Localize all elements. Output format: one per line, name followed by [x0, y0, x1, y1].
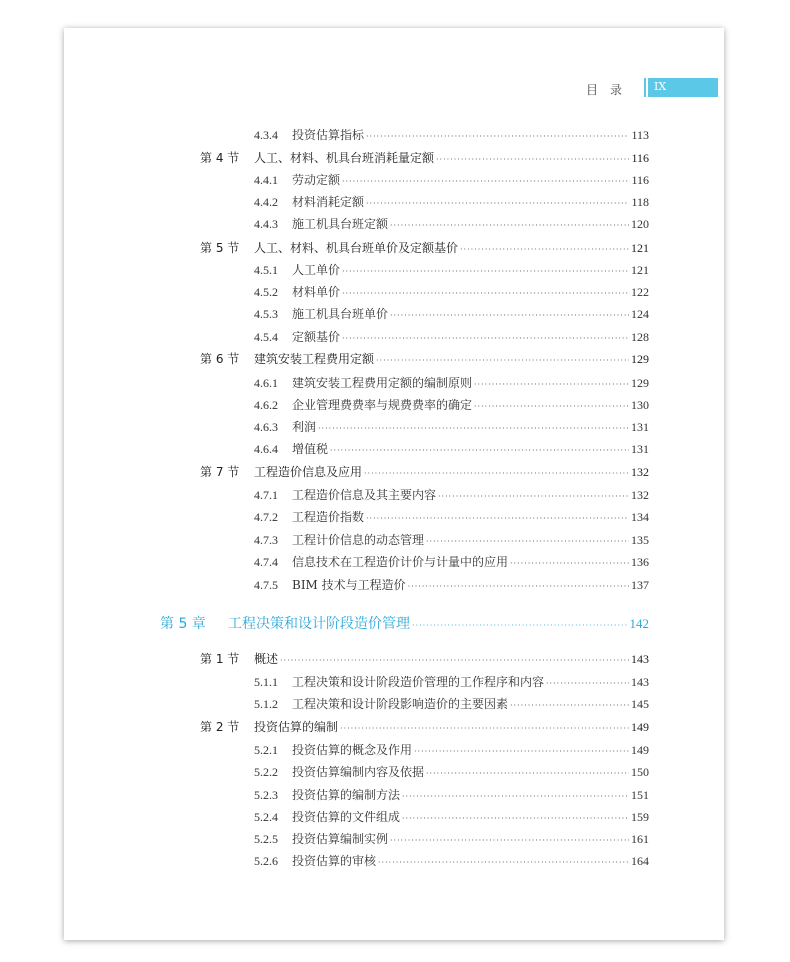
toc-entry-page: 149: [631, 720, 649, 734]
toc-entry-page: 113: [631, 128, 649, 142]
running-header-label: 目 录: [586, 83, 623, 97]
toc-entry-title: 信息技术在工程造价计价与计量中的应用: [292, 555, 509, 569]
toc-entry-page: 124: [631, 307, 649, 321]
toc-entry-number: 5.2.6: [254, 854, 278, 868]
toc-entry-number: 第 5 章: [160, 616, 206, 632]
dot-leader: [436, 155, 629, 164]
toc-section-entry[interactable]: [200, 350, 649, 370]
toc-subsection-entry[interactable]: [254, 486, 649, 506]
dot-leader: [510, 701, 629, 710]
dot-leader: [426, 769, 629, 778]
toc-entry-page: 161: [631, 832, 649, 846]
toc-subsection-entry[interactable]: [254, 283, 649, 303]
page-number: IX: [654, 80, 667, 93]
toc-entry-title: 工程决策和设计阶段影响造价的主要因素: [292, 697, 509, 711]
dot-leader: [546, 679, 629, 688]
toc-subsection-entry[interactable]: [254, 576, 649, 596]
toc-subsection-entry[interactable]: [254, 440, 649, 460]
toc-entry-page: 137: [631, 578, 649, 592]
toc-entry-title: 劳动定额: [292, 173, 341, 187]
toc-entry-number: 第 6 节: [200, 352, 240, 366]
toc-entry-page: 118: [631, 195, 649, 209]
dot-leader: [412, 621, 628, 630]
toc-entry-page: 151: [631, 788, 649, 802]
toc-entry-title: 人工单价: [292, 263, 341, 277]
toc-entry-title: 投资估算的编制: [254, 720, 339, 734]
toc-entry-title: 施工机具台班单价: [292, 307, 389, 321]
toc-entry-page: 130: [631, 398, 649, 412]
toc-entry-number: 4.6.3: [254, 420, 278, 434]
dot-leader: [342, 289, 629, 298]
toc-subsection-entry[interactable]: [254, 171, 649, 191]
toc-subsection-entry[interactable]: [254, 695, 649, 715]
dot-leader: [364, 469, 629, 478]
toc-entry-number: 4.7.2: [254, 510, 278, 524]
toc-subsection-entry[interactable]: [254, 328, 649, 348]
dot-leader: [510, 559, 629, 568]
toc-entry-number: 4.6.2: [254, 398, 278, 412]
toc-entry-page: 142: [629, 616, 649, 631]
toc-section-entry[interactable]: [200, 650, 649, 670]
toc-entry-title: 投资估算的审核: [292, 854, 377, 868]
toc-entry-page: 120: [631, 217, 649, 231]
toc-entry-title: 增值税: [292, 442, 329, 456]
toc-entry-page: 121: [631, 263, 649, 277]
toc-entry-number: 第 2 节: [200, 720, 240, 734]
toc-entry-number: 5.2.1: [254, 743, 278, 757]
dot-leader: [366, 514, 629, 523]
toc-entry-page: 131: [631, 420, 649, 434]
toc-entry-page: 116: [631, 173, 649, 187]
toc-entry-number: 4.5.4: [254, 330, 278, 344]
toc-entry-number: 4.7.5: [254, 578, 278, 592]
toc-entry-page: 128: [631, 330, 649, 344]
toc-entry-number: 5.2.4: [254, 810, 278, 824]
toc-entry-number: 4.4.2: [254, 195, 278, 209]
toc-entry-title: 定额基价: [292, 330, 341, 344]
toc-entry-title: 投资估算编制实例: [292, 832, 389, 846]
toc-subsection-entry[interactable]: [254, 852, 649, 872]
dot-leader: [330, 446, 629, 455]
toc-entry-number: 第 5 节: [200, 241, 240, 255]
dot-leader: [280, 656, 629, 665]
dot-leader: [318, 424, 629, 433]
toc-entry-page: 116: [631, 151, 649, 165]
toc-entry-number: 4.6.4: [254, 442, 278, 456]
toc-subsection-entry[interactable]: [254, 508, 649, 528]
toc-entry-page: 150: [631, 765, 649, 779]
dot-leader: [390, 836, 629, 845]
toc-entry-page: 122: [631, 285, 649, 299]
toc-entry-title: 工程造价信息及其主要内容: [292, 488, 437, 502]
toc-entry-title: 企业管理费费率与规费费率的确定: [292, 398, 473, 412]
toc-subsection-entry[interactable]: [254, 830, 649, 850]
dot-leader: [342, 334, 629, 343]
toc-entry-page: 121: [631, 241, 649, 255]
dot-leader: [438, 492, 629, 501]
toc-entry-title: 建筑安装工程费用定额的编制原则: [292, 376, 473, 390]
dot-leader: [402, 814, 629, 823]
toc-entry-title: 投资估算的文件组成: [292, 810, 401, 824]
toc-entry-title: 投资估算的概念及作用: [292, 743, 413, 757]
toc-entry-page: 131: [631, 442, 649, 456]
toc-entry-title: 施工机具台班定额: [292, 217, 389, 231]
toc-entry-number: 4.6.1: [254, 376, 278, 390]
toc-subsection-entry[interactable]: [254, 374, 649, 394]
toc-section-entry[interactable]: [200, 239, 649, 259]
toc-entry-number: 4.5.1: [254, 263, 278, 277]
toc-entry-page: 145: [631, 697, 649, 711]
toc-subsection-entry[interactable]: [254, 418, 649, 438]
toc-entry-page: 164: [631, 854, 649, 868]
toc-entry-number: 第 7 节: [200, 465, 240, 479]
toc-subsection-entry[interactable]: [254, 261, 649, 281]
toc-entry-number: 4.7.4: [254, 555, 278, 569]
dot-leader: [340, 724, 629, 733]
toc-entry-title: 工程造价指数: [292, 510, 365, 524]
dot-leader: [390, 221, 629, 230]
dot-leader: [376, 356, 629, 365]
toc-entry-number: 4.5.2: [254, 285, 278, 299]
toc-subsection-entry[interactable]: [254, 808, 649, 828]
toc-entry-title: 工程决策和设计阶段造价管理: [228, 616, 410, 632]
toc-subsection-entry[interactable]: [254, 305, 649, 325]
toc-entry-page: 143: [631, 675, 649, 689]
toc-entry-number: 5.1.1: [254, 675, 278, 689]
toc-entry-number: 4.5.3: [254, 307, 278, 321]
toc-entry-title: BIM 技术与工程造价: [292, 578, 406, 592]
toc-entry-number: 4.3.4: [254, 128, 278, 142]
toc-entry-number: 4.7.1: [254, 488, 278, 502]
dot-leader: [366, 199, 629, 208]
toc-entry-number: 5.2.5: [254, 832, 278, 846]
toc-entry-number: 5.2.2: [254, 765, 278, 779]
toc-entry-title: 投资估算编制内容及依据: [292, 765, 425, 779]
page-number-tab: [644, 78, 718, 97]
toc-entry-title: 材料消耗定额: [292, 195, 365, 209]
toc-subsection-entry[interactable]: [254, 531, 649, 551]
toc-entry-title: 工程造价信息及应用: [254, 465, 363, 479]
toc-entry-page: 134: [631, 510, 649, 524]
toc-entry-number: 4.4.1: [254, 173, 278, 187]
toc-subsection-entry[interactable]: [254, 193, 649, 213]
toc-entry-page: 132: [631, 465, 649, 479]
dot-leader: [402, 792, 629, 801]
toc-subsection-entry[interactable]: [254, 673, 649, 693]
dot-leader: [474, 402, 629, 411]
toc-entry-number: 4.4.3: [254, 217, 278, 231]
toc-entry-title: 投资估算指标: [292, 128, 365, 142]
dot-leader: [366, 132, 629, 141]
toc-subsection-entry[interactable]: [254, 215, 649, 235]
toc-entry-page: 159: [631, 810, 649, 824]
toc-entry-page: 135: [631, 533, 649, 547]
toc-entry-page: 129: [631, 352, 649, 366]
toc-subsection-entry[interactable]: [254, 741, 649, 761]
toc-entry-page: 143: [631, 652, 649, 666]
tab-divider: [646, 78, 648, 97]
toc-entry-title: 人工、材料、机具台班消耗量定额: [254, 151, 435, 165]
toc-subsection-entry[interactable]: [254, 763, 649, 783]
toc-entry-page: 129: [631, 376, 649, 390]
toc-entry-number: 5.1.2: [254, 697, 278, 711]
toc-entry-title: 工程计价信息的动态管理: [292, 533, 425, 547]
toc-subsection-entry[interactable]: [254, 126, 649, 146]
dot-leader: [390, 311, 629, 320]
toc-subsection-entry[interactable]: [254, 786, 649, 806]
toc-section-entry[interactable]: [200, 718, 649, 738]
toc-entry-title: 概述: [254, 652, 279, 666]
toc-entry-page: 132: [631, 488, 649, 502]
toc-entry-number: 第 4 节: [200, 151, 240, 165]
dot-leader: [426, 537, 629, 546]
toc-entry-title: 人工、材料、机具台班单价及定额基价: [254, 241, 459, 255]
toc-entry-title: 建筑安装工程费用定额: [254, 352, 375, 366]
dot-leader: [408, 582, 629, 591]
toc-entry-page: 136: [631, 555, 649, 569]
toc-entry-title: 工程决策和设计阶段造价管理的工作程序和内容: [292, 675, 545, 689]
toc-section-entry[interactable]: [200, 463, 649, 483]
toc-section-entry[interactable]: [200, 149, 649, 169]
dot-leader: [342, 267, 629, 276]
toc-subsection-entry[interactable]: [254, 396, 649, 416]
toc-entry-number: 第 1 节: [200, 652, 240, 666]
dot-leader: [460, 245, 629, 254]
toc-entry-title: 投资估算的编制方法: [292, 788, 401, 802]
dot-leader: [474, 380, 629, 389]
toc-entry-number: 4.7.3: [254, 533, 278, 547]
dot-leader: [414, 747, 629, 756]
dot-leader: [378, 858, 629, 867]
toc-entry-page: 149: [631, 743, 649, 757]
toc-chapter-entry[interactable]: [160, 613, 649, 633]
toc-entry-title: 材料单价: [292, 285, 341, 299]
toc-subsection-entry[interactable]: [254, 553, 649, 573]
dot-leader: [342, 177, 629, 186]
toc-entry-title: 利润: [292, 420, 317, 434]
toc-entry-number: 5.2.3: [254, 788, 278, 802]
